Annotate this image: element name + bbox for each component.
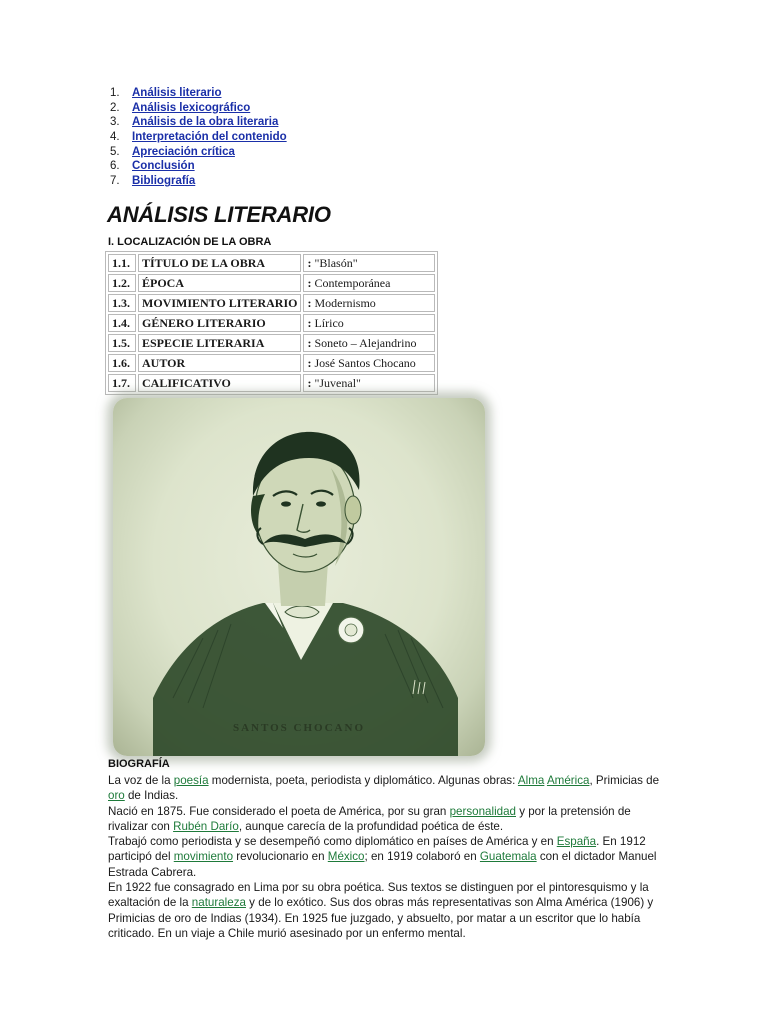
row-value: Modernismo	[311, 295, 376, 310]
portrait-engraving	[113, 398, 485, 756]
link-oro[interactable]: oro	[108, 789, 125, 803]
row-value-cell	[303, 294, 435, 312]
row-number: 1.2.	[108, 274, 136, 292]
toc-link-conclusion[interactable]: Conclusión	[132, 160, 195, 173]
toc-link-interpretacion[interactable]: Interpretación del contenido	[132, 131, 287, 144]
toc-link-analisis-lexicografico[interactable]: Análisis lexicográfico	[132, 101, 251, 114]
row-field: ÉPOCA	[138, 274, 301, 292]
bio-text: Trabajó como periodista y se desempeñó como diplomático en países de América y en	[108, 835, 557, 849]
row-value: Lírico	[311, 315, 344, 330]
portrait-caption: SANTOS CHOCANO	[232, 722, 365, 734]
row-field: CALIFICATIVO	[138, 374, 301, 392]
bio-text: , aunque carecía de la profundidad poética de éste.	[238, 819, 504, 833]
toc-item	[110, 130, 287, 145]
bio-text: con el dictador Manuel Estrada Cabrera.	[108, 850, 657, 879]
row-value-cell	[303, 314, 435, 332]
toc-link-bibliografia[interactable]: Bibliografía	[132, 175, 196, 188]
link-personalidad[interactable]: personalidad	[449, 804, 516, 818]
toc-link-apreciacion[interactable]: Apreciación crítica	[132, 145, 235, 158]
table-row	[108, 314, 435, 332]
biography-heading: BIOGRAFÍA	[108, 758, 170, 770]
row-separator: :	[307, 375, 312, 390]
row-number: 1.7.	[108, 374, 136, 392]
bio-text: , Primicias de	[589, 774, 660, 787]
toc-item	[110, 115, 287, 130]
row-field: GÉNERO LITERARIO	[138, 314, 301, 332]
toc-item	[110, 174, 287, 189]
bio-text: revolucionario en	[233, 850, 328, 864]
link-alma[interactable]: Alma	[517, 774, 545, 787]
row-field: ESPECIE LITERARIA	[138, 334, 301, 352]
row-value-cell	[303, 334, 435, 352]
link-poesia[interactable]: poesía	[173, 774, 209, 787]
bio-paragraph	[108, 804, 668, 835]
link-ruben-dario[interactable]: Rubén Darío	[173, 819, 239, 833]
row-value-cell	[303, 374, 435, 392]
toc-number: 2.	[110, 101, 120, 114]
row-field: AUTOR	[138, 354, 301, 372]
bio-text: y de lo exótico. Sus dos obras más representativas son Alma América (1906) y Primicias de oro de Indias (1934). En 1925 fue juzgado, y absuelto, por matar a un escritor que lo había criticado. En un viaje a Chile murió asesinado por un enfermo mental.	[108, 896, 654, 940]
toc-number: 5.	[110, 145, 120, 158]
table-row	[108, 334, 435, 352]
toc-item	[110, 159, 287, 174]
row-value-cell	[303, 354, 435, 372]
row-number: 1.3.	[108, 294, 136, 312]
row-separator: :	[307, 355, 312, 370]
toc-item	[110, 101, 287, 116]
row-number: 1.1.	[108, 254, 136, 272]
bio-text: En 1922 fue consagrado en Lima por su obra poética. Sus textos se distinguen por el pintoresquismo y la exaltación de la	[108, 881, 649, 910]
row-value: Contemporánea	[311, 275, 391, 290]
page-title: ANÁLISIS LITERARIO	[107, 202, 331, 227]
toc-number: 3.	[110, 116, 120, 129]
bio-text: y por la pretensión de rivalizar con	[108, 804, 631, 833]
bio-text: . En 1912 participó del	[108, 835, 646, 864]
bio-text: de Indias.	[124, 789, 179, 803]
row-number: 1.5.	[108, 334, 136, 352]
table-row	[108, 254, 435, 272]
toc-number: 6.	[110, 160, 120, 173]
localization-table	[105, 251, 438, 395]
table-row	[108, 294, 435, 312]
row-value-cell	[303, 254, 435, 272]
row-separator: :	[307, 315, 312, 330]
row-value-cell	[303, 274, 435, 292]
bio-paragraph	[108, 773, 668, 804]
link-america[interactable]: América	[546, 774, 590, 787]
row-separator: :	[307, 275, 312, 290]
row-separator: :	[307, 295, 312, 310]
bio-text: Nació en 1875. Fue considerado el poeta de América, por su gran	[108, 804, 450, 818]
link-guatemala[interactable]: Guatemala	[479, 850, 537, 864]
toc-link-analisis-obra[interactable]: Análisis de la obra literaria	[132, 116, 279, 129]
bio-text: La voz de la	[108, 774, 174, 787]
row-separator: :	[307, 255, 312, 270]
bio-text: modernista, poeta, periodista y diplomático. Algunas obras:	[208, 774, 518, 787]
row-field: MOVIMIENTO LITERARIO	[138, 294, 301, 312]
table-row	[108, 354, 435, 372]
biography-text	[108, 773, 668, 941]
author-portrait	[113, 398, 485, 756]
toc-number: 1.	[110, 87, 120, 99]
toc-link-analisis-literario[interactable]: Análisis literario	[132, 87, 222, 99]
link-movimiento[interactable]: movimiento	[173, 850, 234, 864]
row-field: TÍTULO DE LA OBRA	[138, 254, 301, 272]
link-naturaleza[interactable]: naturaleza	[191, 896, 246, 910]
link-mexico[interactable]: México	[327, 850, 365, 864]
row-value: "Blasón"	[311, 255, 358, 270]
bio-paragraph	[108, 834, 668, 880]
link-espana[interactable]: España	[556, 835, 597, 849]
table-of-contents	[110, 86, 287, 189]
toc-item	[110, 86, 287, 101]
row-number: 1.4.	[108, 314, 136, 332]
bio-text: ; en 1919 colaboró en	[364, 850, 480, 864]
row-separator: :	[307, 335, 312, 350]
row-number: 1.6.	[108, 354, 136, 372]
bio-paragraph	[108, 880, 668, 941]
toc-number: 7.	[110, 175, 120, 188]
toc-item	[110, 145, 287, 160]
row-value: "Juvenal"	[311, 375, 361, 390]
row-value: José Santos Chocano	[311, 355, 416, 370]
table-row	[108, 374, 435, 392]
section-heading: I. LOCALIZACIÓN DE LA OBRA	[108, 236, 272, 248]
row-value: Soneto – Alejandrino	[311, 335, 417, 350]
toc-number: 4.	[110, 131, 120, 144]
table-row	[108, 274, 435, 292]
